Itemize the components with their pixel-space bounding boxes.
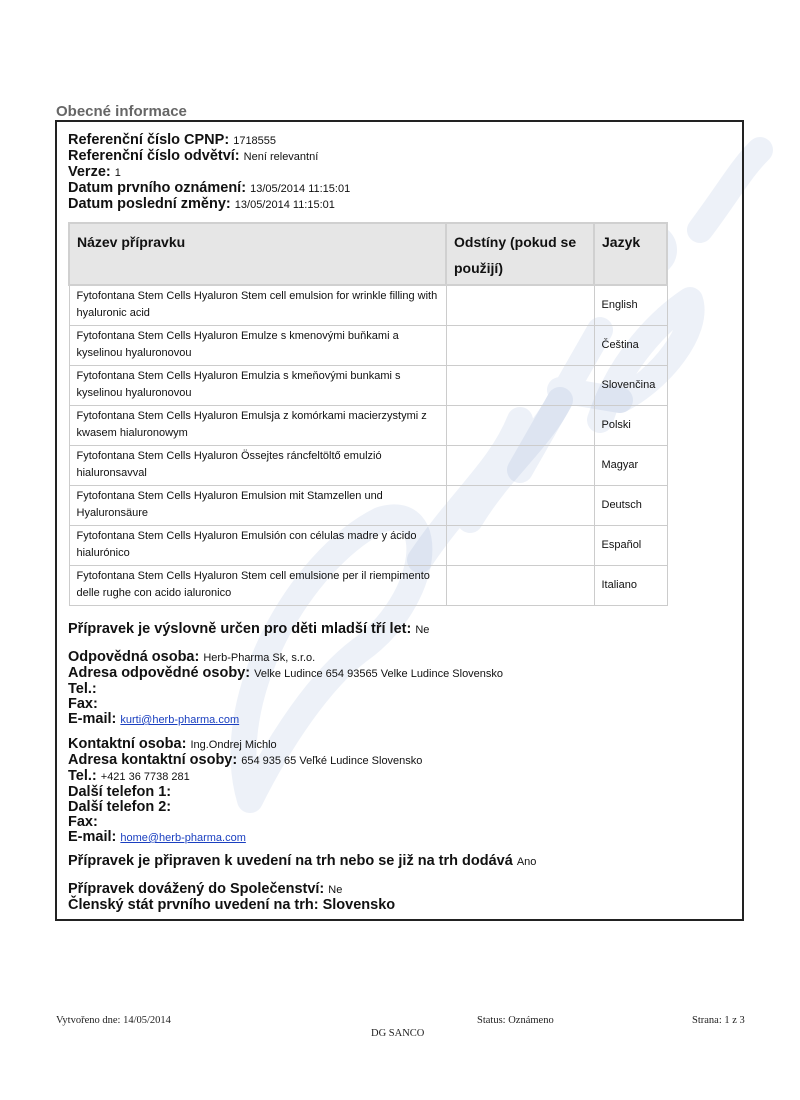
language-cell: Deutsch	[594, 485, 667, 525]
product-name-cell: Fytofontana Stem Cells Hyaluron Emulsión con células madre y ácido hialurónico	[69, 525, 446, 565]
general-info-box	[55, 120, 744, 921]
product-name-cell: Fytofontana Stem Cells Hyaluron Stem cell emulsione per il riempimento delle rughe con acido ialuronico	[69, 565, 446, 605]
table-row	[69, 485, 667, 525]
contact-email-link[interactable]: home@herb-pharma.com	[120, 832, 246, 844]
responsible-person-section: Odpovědná osoba: Herb-Pharma Sk, s.r.o. Adresa odpovědné osoby: Velke Ludince 654 93565 Velke Ludince Slovensko Tel.: Fax: E-mail: kurti@herb-pharma.com	[68, 649, 504, 727]
product-name-cell: Fytofontana Stem Cells Hyaluron Emulze s kmenovými buňkami a kyselinou hyaluronovou	[69, 325, 446, 365]
section-title: Obecné informace	[56, 103, 187, 120]
import-section: Přípravek dovážený do Společenství: Ne Členský stát prvního uvedení na trh: Slovensko	[68, 881, 396, 913]
col-header-shades: Odstíny (pokud se použijí)	[446, 223, 594, 285]
shades-cell	[446, 365, 594, 405]
footer-created: Vytvořeno dne: 14/05/2014	[56, 1015, 171, 1026]
version: Verze: 1	[68, 164, 121, 180]
header-fields	[68, 133, 350, 213]
product-name-cell: Fytofontana Stem Cells Hyaluron Emulsja z komórkami macierzystymi z kwasem hialuronowym	[69, 405, 446, 445]
shades-cell	[446, 485, 594, 525]
footer-page: Strana: 1 z 3	[692, 1015, 745, 1026]
language-cell: Italiano	[594, 565, 667, 605]
product-name-cell: Fytofontana Stem Cells Hyaluron Emulzia s kmeňovými bunkami s kyselinou hyaluronovou	[69, 365, 446, 405]
shades-cell	[446, 565, 594, 605]
sector-ref: Referenční číslo odvětví: Není relevantní	[68, 148, 319, 164]
table-row	[69, 445, 667, 485]
last-change-date: Datum poslední změny: 13/05/2014 11:15:01	[68, 196, 335, 212]
market-section: Přípravek je připraven k uvedení na trh nebo se již na trh dodává Ano	[68, 853, 537, 869]
responsible-email-link[interactable]: kurti@herb-pharma.com	[120, 714, 240, 726]
language-cell: Español	[594, 525, 667, 565]
language-cell: Polski	[594, 405, 667, 445]
product-name-cell: Fytofontana Stem Cells Hyaluron Össejtes ráncfeltöltő emulzió hialuronsavval	[69, 445, 446, 485]
table-row	[69, 325, 667, 365]
col-header-name: Název přípravku	[69, 223, 446, 285]
cpnp-ref: Referenční číslo CPNP: 1718555	[68, 132, 277, 148]
shades-cell	[446, 325, 594, 365]
table-row	[69, 525, 667, 565]
product-names-table	[68, 222, 668, 606]
language-cell: English	[594, 285, 667, 325]
table-row	[69, 285, 667, 325]
children-section: Přípravek je výslovně určen pro děti mladší tří let: Ne	[68, 621, 430, 637]
footer-status: Status: Oznámeno	[477, 1015, 554, 1026]
contact-person-section: Kontaktní osoba: Ing.Ondrej Michlo Adresa kontaktní osoby: 654 935 65 Veľké Ludince Slovensko Tel.: +421 36 7738 281 Další telefon 1: Další telefon 2: Fax: E-mail: home@herb-pharma.com	[68, 736, 423, 845]
first-notification-date: Datum prvního oznámení: 13/05/2014 11:15:01	[68, 180, 351, 196]
shades-cell	[446, 405, 594, 445]
product-name-cell: Fytofontana Stem Cells Hyaluron Emulsion mit Stamzellen und Hyaluronsäure	[69, 485, 446, 525]
language-cell: Čeština	[594, 325, 667, 365]
product-name-cell: Fytofontana Stem Cells Hyaluron Stem cell emulsion for wrinkle filling with hyaluronic acid	[69, 285, 446, 325]
footer-org: DG SANCO	[371, 1028, 425, 1039]
col-header-language: Jazyk	[594, 223, 667, 285]
language-cell: Magyar	[594, 445, 667, 485]
shades-cell	[446, 445, 594, 485]
language-cell: Slovenčina	[594, 365, 667, 405]
table-row	[69, 565, 667, 605]
table-row	[69, 405, 667, 445]
shades-cell	[446, 525, 594, 565]
shades-cell	[446, 285, 594, 325]
table-row	[69, 365, 667, 405]
